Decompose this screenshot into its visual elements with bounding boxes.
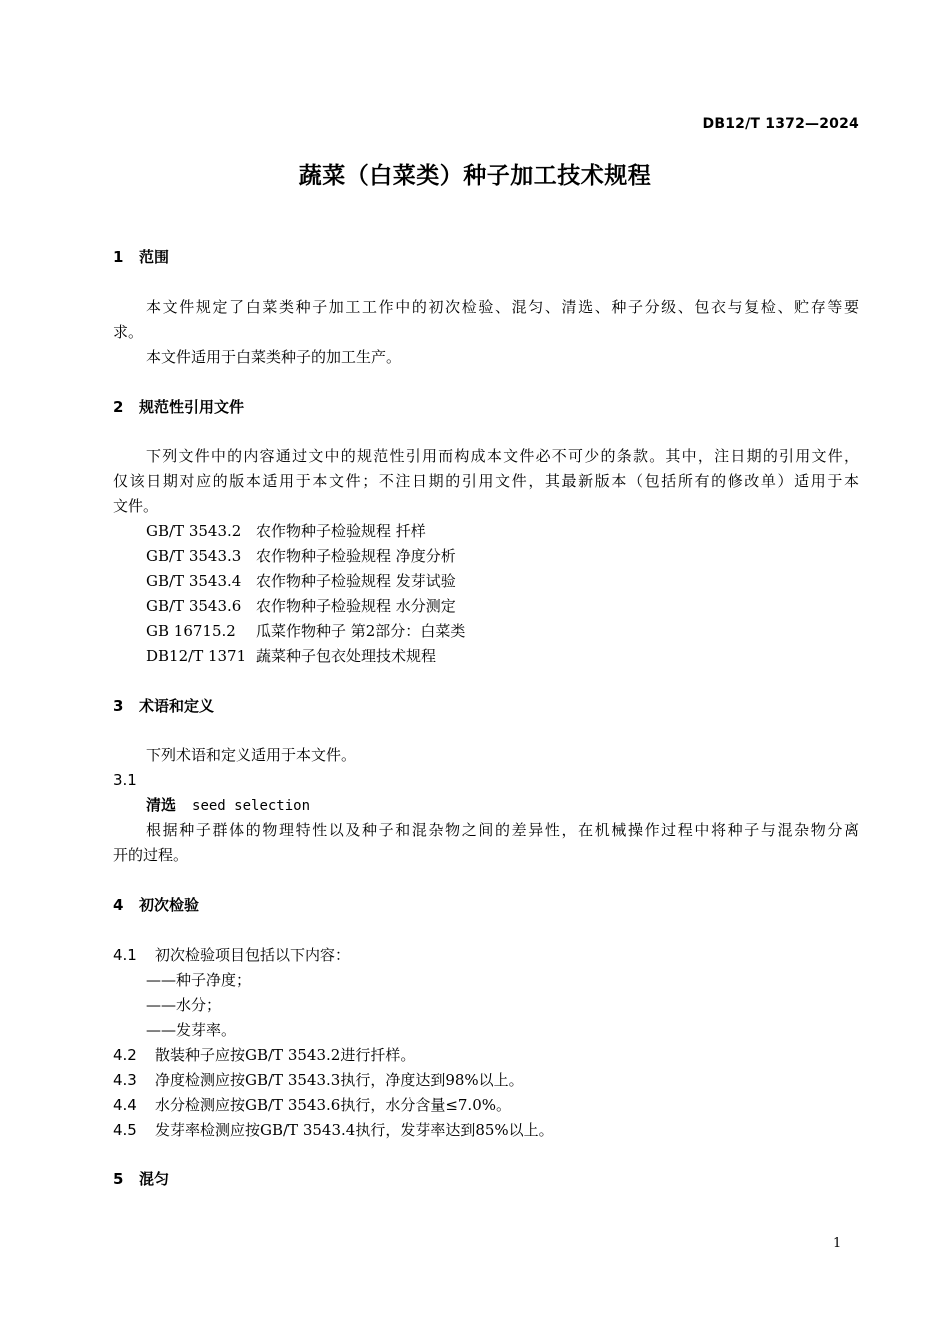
clause-number: 4.1 [113,946,137,964]
reference-code: DB12/T 1371 [146,647,247,665]
section-title: 规范性引用文件 [139,398,245,416]
clause-item [113,1070,859,1090]
paragraph-line: 下列文件中的内容通过文中的规范性引用而构成本文件必不可少的条款。其中，注日期的引用文件， [146,447,859,465]
clause-item [113,1095,859,1115]
section-3-heading [113,696,859,716]
list-item: ——发芽率。 [146,1021,237,1039]
clause-text: 发芽率检测应按GB/T 3543.4执行，发芽率达到85%以上。 [155,1121,554,1139]
section-title: 术语和定义 [139,697,215,715]
clause-item [113,1045,859,1065]
term-entry [146,795,859,816]
list-item: ——种子净度； [146,971,252,989]
clause-text: 散装种子应按GB/T 3543.2进行扦样。 [155,1046,416,1064]
clause-item [113,945,859,965]
reference-title: 农作物种子检验规程 水分测定 [256,597,456,615]
page-number: 1 [833,1236,842,1251]
clause-number: 4.3 [113,1071,137,1089]
section-5-heading [113,1169,859,1189]
paragraph-line: 本文件规定了白菜类种子加工工作中的初次检验、混匀、清选、种子分级、包衣与复检、贮存等要 [146,298,859,316]
reference-code: GB/T 3543.4 [146,572,242,590]
clause-text: 净度检测应按GB/T 3543.3执行，净度达到98%以上。 [155,1071,524,1089]
clause-text: 初次检验项目包括以下内容： [155,946,351,964]
term-chinese: 清选 [146,796,177,814]
clause-number: 4.4 [113,1096,137,1114]
reference-code: GB/T 3543.3 [146,547,242,565]
paragraph-line: 仅该日期对应的版本适用于本文件；不注日期的引用文件，其最新版本（包括所有的修改单）适用于本 [113,472,859,490]
term-english: seed selection [192,798,311,814]
reference-code: GB 16715.2 [146,622,236,640]
normative-reference [146,596,859,616]
normative-reference [146,546,859,566]
paragraph-line: 下列术语和定义适用于本文件。 [146,746,357,764]
section-4-heading [113,895,859,915]
term-number: 3.1 [113,771,137,789]
definition-line: 开的过程。 [113,846,189,864]
section-title: 范围 [139,248,170,266]
reference-title: 农作物种子检验规程 发芽试验 [256,572,456,590]
reference-title: 瓜菜作物种子 第2部分：白菜类 [256,622,466,640]
reference-title: 蔬菜种子包衣处理技术规程 [256,647,437,665]
normative-reference [146,646,859,666]
list-item: ——水分； [146,996,222,1014]
reference-code: GB/T 3543.6 [146,597,242,615]
paragraph-line: 本文件适用于白菜类种子的加工生产。 [146,348,402,366]
clause-item [113,1120,859,1140]
section-1-heading [113,247,859,267]
definition-line: 根据种子群体的物理特性以及种子和混杂物之间的差异性，在机械操作过程中将种子与混杂物分离 [146,821,859,839]
clause-number: 4.2 [113,1046,137,1064]
normative-reference [146,521,859,541]
paragraph-line: 求。 [113,323,144,341]
section-number: 1 [113,248,124,266]
section-number: 3 [113,697,124,715]
paragraph-line: 文件。 [113,497,159,515]
normative-reference [146,621,859,641]
reference-title: 农作物种子检验规程 扦样 [256,522,426,540]
reference-title: 农作物种子检验规程 净度分析 [256,547,456,565]
clause-text: 水分检测应按GB/T 3543.6执行，水分含量≤7.0%。 [155,1096,511,1114]
section-title: 初次检验 [139,896,200,914]
reference-code: GB/T 3543.2 [146,522,242,540]
section-2-heading [113,397,859,417]
section-number: 4 [113,896,124,914]
section-title: 混匀 [139,1170,170,1188]
standard-code: DB12/T 1372—2024 [702,116,859,132]
normative-reference [146,571,859,591]
document-title: 蔬菜（白菜类）种子加工技术规程 [298,163,652,189]
clause-number: 4.5 [113,1121,137,1139]
section-number: 5 [113,1170,124,1188]
section-number: 2 [113,398,124,416]
